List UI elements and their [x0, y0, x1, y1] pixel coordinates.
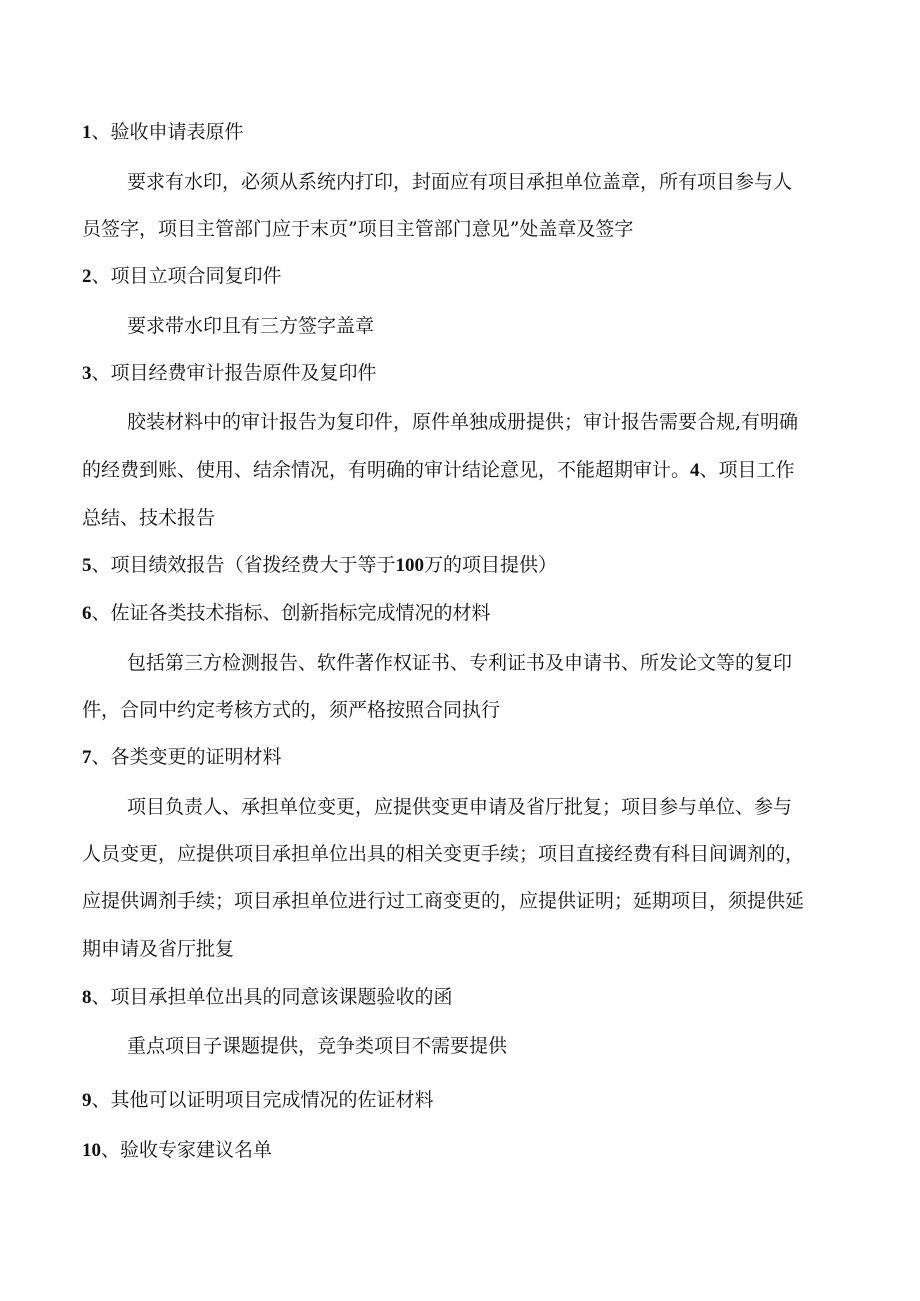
- item-10-heading: 10、验收专家建议名单: [82, 1139, 273, 1161]
- item-5-heading: 5、项目绩效报告（省拨经费大于等于100万的项目提供）: [82, 554, 558, 576]
- item-1-detail-line-1: 要求有水印，必须从系统内打印，封面应有项目承担单位盖章，所有项目参与人: [127, 171, 793, 193]
- item-3-detail-line-2: 的经费到账、使用、结余情况，有明确的审计结论意见，不能超期审计。4、项目工作: [82, 459, 795, 481]
- item-1-detail-line-2: 员签字，项目主管部门应于末页”项目主管部门意见”处盖章及签字: [82, 218, 634, 240]
- item-7-detail-line-4: 期申请及省厅批复: [82, 938, 235, 960]
- item-6-detail-line-1: 包括第三方检测报告、软件著作权证书、专利证书及申请书、所发论文等的复印: [127, 652, 793, 674]
- item-3-heading: 3、项目经费审计报告原件及复印件: [82, 362, 377, 384]
- item-1-heading: 1、验收申请表原件: [82, 121, 244, 143]
- item-2-heading: 2、项目立项合同复印件: [82, 265, 282, 287]
- item-3-detail-line-1: 胶装材料中的审计报告为复印件，原件单独成册提供；审计报告需要合规,有明确: [127, 411, 799, 433]
- item-8-heading: 8、项目承担单位出具的同意该课题验收的函: [82, 986, 453, 1008]
- item-7-heading: 7、各类变更的证明材料: [82, 746, 282, 768]
- item-2-detail-line-1: 要求带水印且有三方签字盖章: [127, 315, 375, 337]
- item-4-heading-continued: 总结、技术报告: [82, 507, 216, 529]
- item-6-heading: 6、佐证各类技术指标、创新指标完成情况的材料: [82, 602, 491, 624]
- item-7-detail-line-3: 应提供调剂手续；项目承担单位进行过工商变更的，应提供证明；延期项目，须提供延: [82, 890, 805, 912]
- item-7-detail-line-2: 人员变更，应提供项目承担单位出具的相关变更手续；项目直接经费有科目间调剂的，: [82, 843, 805, 865]
- item-8-detail-line-1: 重点项目子课题提供，竞争类项目不需要提供: [127, 1035, 508, 1057]
- item-9-heading: 9、其他可以证明项目完成情况的佐证材料: [82, 1089, 434, 1111]
- item-7-detail-line-1: 项目负责人、承担单位变更，应提供变更申请及省厅批复；项目参与单位、参与: [127, 796, 793, 818]
- item-6-detail-line-2: 件，合同中约定考核方式的，须严格按照合同执行: [82, 699, 501, 721]
